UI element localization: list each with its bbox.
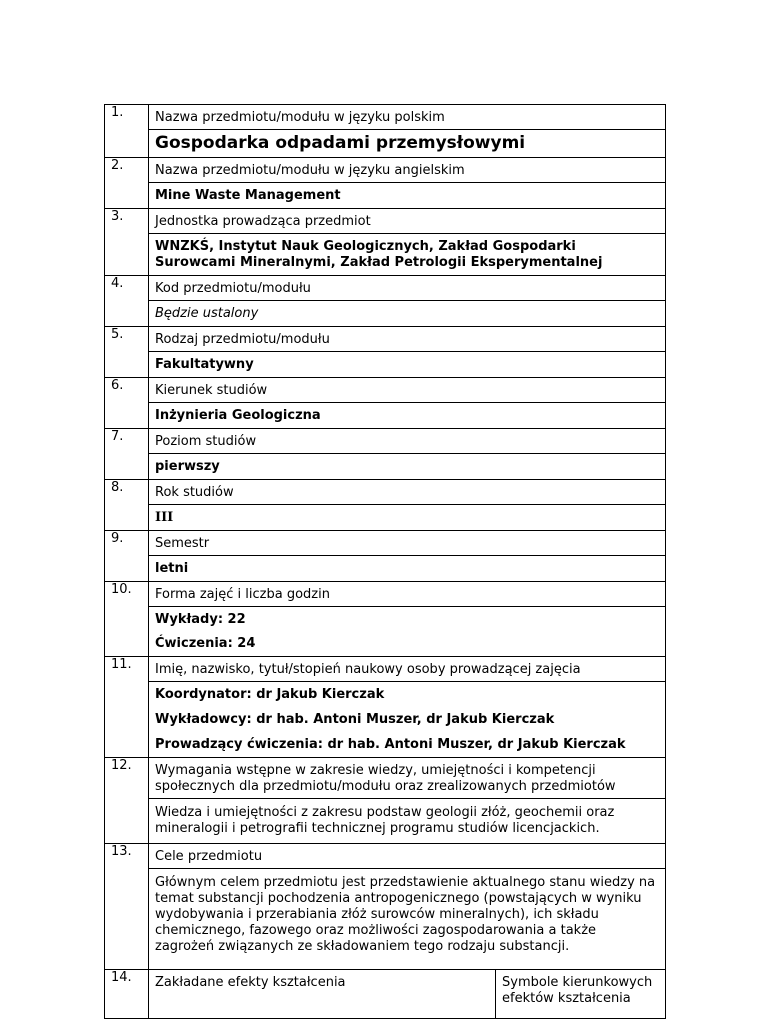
row-content xyxy=(149,209,666,276)
field-label: Wymagania wstępne w zakresie wiedzy, umiejętności i kompetencji społecznych dla przedmiotu/modułu oraz zrealizowanych przedmiotów xyxy=(155,763,616,794)
row-number: 8. xyxy=(105,480,149,531)
field-label: Kierunek studiów xyxy=(155,383,268,398)
table-row xyxy=(105,758,666,844)
exercise-hours: Ćwiczenia: 24 xyxy=(155,636,256,651)
field-label: Jednostka prowadząca przedmiot xyxy=(155,214,371,229)
field-label: Poziom studiów xyxy=(155,434,257,449)
row-content xyxy=(149,158,666,209)
field-label: Nazwa przedmiotu/modułu w języku polskim xyxy=(155,110,445,125)
table-row xyxy=(105,657,666,758)
course-name-english: Mine Waste Management xyxy=(155,188,341,203)
field-label: Semestr xyxy=(155,536,210,551)
row-number: 12. xyxy=(105,758,149,844)
lecturers: Wykładowcy: dr hab. Antoni Muszer, dr Jakub Kierczak xyxy=(155,712,555,727)
row-number: 9. xyxy=(105,531,149,582)
row-number: 5. xyxy=(105,327,149,378)
row-number: 3. xyxy=(105,209,149,276)
table-row xyxy=(105,209,666,276)
row-content xyxy=(149,105,666,158)
row-number: 4. xyxy=(105,276,149,327)
row-content xyxy=(149,276,666,327)
table-row xyxy=(105,429,666,480)
row-content xyxy=(149,429,666,480)
study-year: III xyxy=(155,510,174,525)
outcome-symbols-header: Symbole kierunkowych efektów kształcenia xyxy=(496,970,666,1019)
field-label: Rodzaj przedmiotu/modułu xyxy=(155,332,330,347)
row-content xyxy=(149,582,666,657)
row-content xyxy=(149,531,666,582)
field-label: Cele przedmiotu xyxy=(155,849,263,864)
row-number: 14. xyxy=(105,970,149,1019)
lecture-hours: Wykłady: 22 xyxy=(155,612,246,627)
row-content xyxy=(149,378,666,429)
row-content xyxy=(149,758,666,844)
table-row xyxy=(105,970,666,1019)
coordinator: Koordynator: dr Jakub Kierczak xyxy=(155,687,385,702)
field-of-study: Inżynieria Geologiczna xyxy=(155,408,321,423)
learning-outcomes-header: Zakładane efekty kształcenia xyxy=(149,970,496,1019)
table-row xyxy=(105,276,666,327)
row-number: 10. xyxy=(105,582,149,657)
table-row xyxy=(105,327,666,378)
course-type: Fakultatywny xyxy=(155,357,254,372)
course-objectives: Głównym celem przedmiotu jest przedstawienie aktualnego stanu wiedzy na temat substancji pochodzenia antropogenicznego (powstających w wyniku wydobywania i przerabiania złóż surowców mineralnych), ich składu chemicznego, fazowego oraz możliwości zagospodarowania a także zagrożeń związanych ze składowaniem tego rodzaju substancji. xyxy=(155,875,656,954)
row-content xyxy=(149,844,666,970)
field-label: Imię, nazwisko, tytuł/stopień naukowy osoby prowadzącej zajęcia xyxy=(155,662,581,677)
table-row xyxy=(105,531,666,582)
table-row xyxy=(105,480,666,531)
study-level: pierwszy xyxy=(155,459,220,474)
table-row xyxy=(105,378,666,429)
row-number: 2. xyxy=(105,158,149,209)
course-code: Będzie ustalony xyxy=(155,306,259,321)
row-number: 1. xyxy=(105,105,149,158)
field-label: Rok studiów xyxy=(155,485,234,500)
prerequisites: Wiedza i umiejętności z zakresu podstaw geologii złóż, geochemii oraz mineralogii i petrografii technicznej programu studiów licencjackich. xyxy=(155,805,615,836)
row-number: 6. xyxy=(105,378,149,429)
row-content xyxy=(149,327,666,378)
row-number: 11. xyxy=(105,657,149,758)
field-label: Forma zajęć i liczba godzin xyxy=(155,587,330,602)
table-row xyxy=(105,844,666,970)
row-number: 13. xyxy=(105,844,149,970)
row-content xyxy=(149,480,666,531)
teaching-unit: WNZKŚ, Instytut Nauk Geologicznych, Zakład Gospodarki Surowcami Mineralnymi, Zakład Petrologii Eksperymentalnej xyxy=(155,239,603,270)
course-description-table xyxy=(104,104,666,1019)
table-row xyxy=(105,582,666,657)
exercise-instructors: Prowadzący ćwiczenia: dr hab. Antoni Muszer, dr Jakub Kierczak xyxy=(155,737,626,752)
course-name-polish: Gospodarka odpadami przemysłowymi xyxy=(155,133,526,153)
row-content xyxy=(149,657,666,758)
field-label: Nazwa przedmiotu/modułu w języku angielskim xyxy=(155,163,465,178)
field-label: Kod przedmiotu/modułu xyxy=(155,281,311,296)
semester: letni xyxy=(155,561,189,576)
row-number: 7. xyxy=(105,429,149,480)
table-row xyxy=(105,105,666,158)
table-row xyxy=(105,158,666,209)
